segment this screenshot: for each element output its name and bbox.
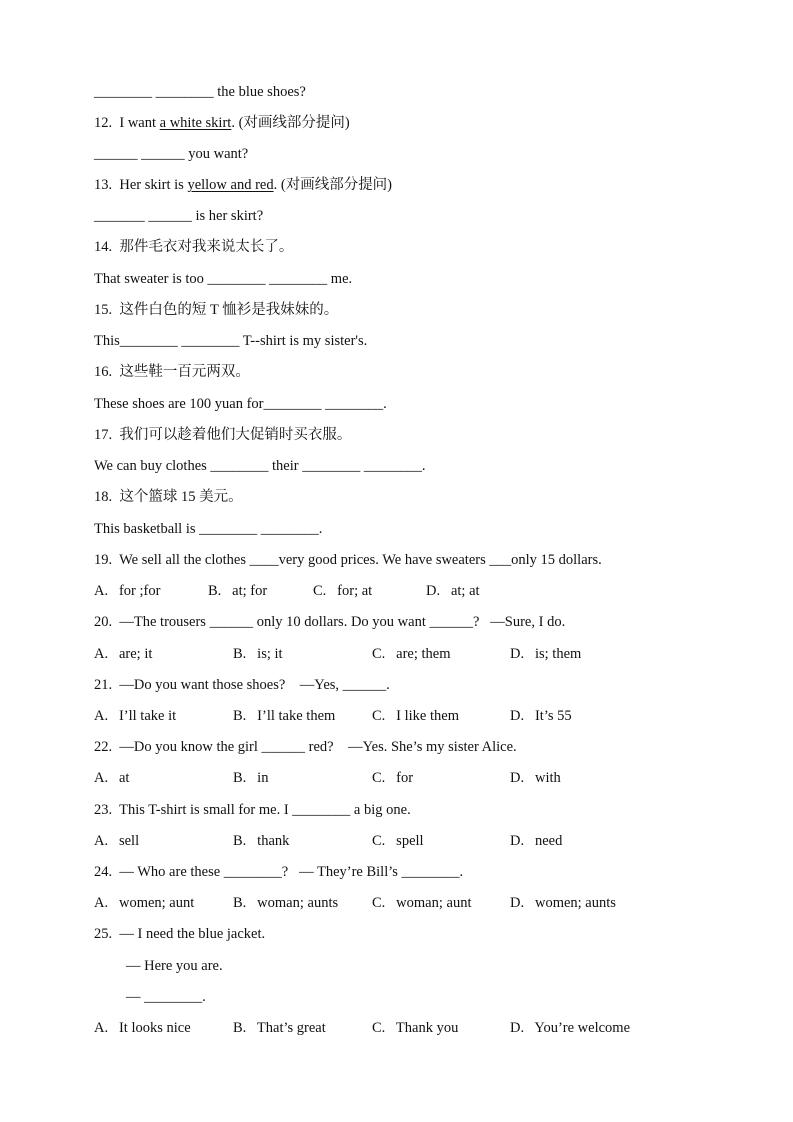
- q19-question: 19. We sell all the clothes ____very good prices. We have sweaters ___only 15 dollars.: [94, 552, 602, 568]
- q20-option-d[interactable]: D. is; them: [510, 646, 582, 662]
- q17-answer-line: We can buy clothes ________ their ________ ________.: [94, 458, 426, 474]
- q22-option-d[interactable]: D. with: [510, 770, 561, 786]
- q24-option-d[interactable]: D. women; aunts: [510, 895, 616, 911]
- q15-answer-line: This________ ________ T--shirt is my sister's.: [94, 333, 368, 349]
- q13-prefix: 13. Her skirt is: [94, 177, 188, 193]
- q23-option-c[interactable]: C. spell: [372, 833, 424, 849]
- q22-question: 22. —Do you know the girl ______ red? —Yes. She’s my sister Alice.: [94, 739, 517, 755]
- q13-suffix: . (对画线部分提问): [273, 177, 393, 193]
- q25-question: 25. — I need the blue jacket.: [94, 926, 266, 942]
- q23-option-a[interactable]: A. sell: [94, 833, 140, 849]
- q16-answer-line: These shoes are 100 yuan for________ ________.: [94, 396, 387, 412]
- q25-option-b[interactable]: B. That’s great: [233, 1020, 326, 1036]
- q12-answer-line: ______ ______ you want?: [94, 146, 249, 162]
- q23-option-d[interactable]: D. need: [510, 833, 563, 849]
- q21-option-b[interactable]: B. I’ll take them: [233, 708, 336, 724]
- q20-option-c[interactable]: C. are; them: [372, 646, 451, 662]
- q24-option-a[interactable]: A. women; aunt: [94, 895, 195, 911]
- q22-option-a[interactable]: A. at: [94, 770, 130, 786]
- q21-option-a[interactable]: A. I’ll take it: [94, 708, 177, 724]
- q20-question: 20. —The trousers ______ only 10 dollars. Do you want ______? —Sure, I do.: [94, 614, 566, 630]
- q20-option-b[interactable]: B. is; it: [233, 646, 283, 662]
- q13-underlined: yellow and red: [187, 177, 274, 193]
- q18-question: 18. 这个篮球 15 美元。: [94, 489, 243, 505]
- q22-option-c[interactable]: C. for: [372, 770, 414, 786]
- q24-question: 24. — Who are these ________? — They’re Bill’s ________.: [94, 864, 464, 880]
- q21-option-d[interactable]: D. It’s 55: [510, 708, 572, 724]
- q25-option-d[interactable]: D. You’re welcome: [510, 1020, 631, 1036]
- q19-option-c[interactable]: C. for; at: [313, 583, 373, 599]
- q22-option-b[interactable]: B. in: [233, 770, 269, 786]
- q21-question: 21. —Do you want those shoes? —Yes, ______.: [94, 677, 390, 693]
- q13-question: [94, 176, 392, 194]
- q15-question: 15. 这件白色的短 T 恤衫是我妹妹的。: [94, 302, 339, 318]
- q14-answer-line: That sweater is too ________ ________ me.: [94, 271, 353, 287]
- q17-question: 17. 我们可以趁着他们大促销时买衣服。: [94, 427, 352, 443]
- q25-answer-line: — ________.: [126, 989, 206, 1005]
- q23-option-b[interactable]: B. thank: [233, 833, 290, 849]
- q19-option-b[interactable]: B. at; for: [208, 583, 268, 599]
- q16-question: 16. 这些鞋一百元两双。: [94, 364, 250, 380]
- q24-option-b[interactable]: B. woman; aunts: [233, 895, 339, 911]
- q12-prefix: 12. I want: [94, 115, 160, 131]
- q12-underlined: a white skirt: [159, 115, 232, 131]
- q11-answer-line: ________ ________ the blue shoes?: [94, 84, 306, 100]
- q18-answer-line: This basketball is ________ ________.: [94, 521, 323, 537]
- q13-answer-line: _______ ______ is her skirt?: [94, 208, 264, 224]
- q25-dialogue-line: — Here you are.: [126, 958, 223, 974]
- q25-option-a[interactable]: A. It looks nice: [94, 1020, 191, 1036]
- q25-option-c[interactable]: C. Thank you: [372, 1020, 459, 1036]
- q12-question: [94, 114, 350, 132]
- q24-option-c[interactable]: C. woman; aunt: [372, 895, 472, 911]
- q19-option-d[interactable]: D. at; at: [426, 583, 480, 599]
- q12-suffix: . (对画线部分提问): [231, 115, 350, 131]
- q14-question: 14. 那件毛衣对我来说太长了。: [94, 239, 294, 255]
- q19-option-a[interactable]: A. for ;for: [94, 583, 161, 599]
- q21-option-c[interactable]: C. I like them: [372, 708, 459, 724]
- q20-option-a[interactable]: A. are; it: [94, 646, 153, 662]
- q23-question: 23. This T-shirt is small for me. I ________ a big one.: [94, 802, 411, 818]
